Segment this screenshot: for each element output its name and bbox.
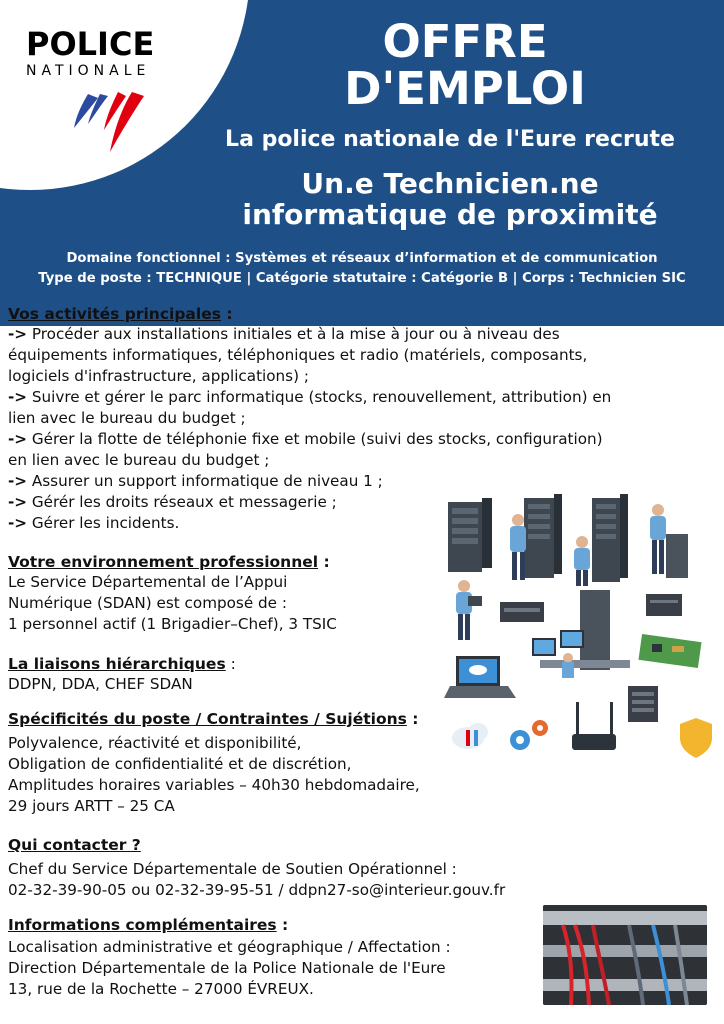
circuit-board-icon bbox=[638, 634, 701, 668]
arrow-marker: -> bbox=[8, 388, 28, 406]
logo-nationale-text: NATIONALE bbox=[26, 63, 151, 79]
specifics-text bbox=[8, 733, 448, 817]
server-rack-icon bbox=[448, 498, 492, 572]
it-technicians-illustration bbox=[440, 490, 724, 770]
cloud-upload-icon bbox=[452, 723, 488, 749]
activity-text: logiciels d'infrastructure, applications) ; bbox=[8, 367, 309, 385]
specifics-line: Amplitudes horaires variables – 40h30 hebdomadaire, bbox=[8, 776, 420, 794]
gears-icon bbox=[510, 720, 548, 750]
wifi-router-icon bbox=[572, 702, 616, 750]
specifics-line: 29 jours ARTT – 25 CA bbox=[8, 797, 175, 815]
hierarchy-section bbox=[8, 654, 438, 695]
activity-text: Gérer la flotte de téléphonie fixe et mobile (suivi des stocks, configuration) bbox=[27, 430, 603, 448]
arrow-marker: -> bbox=[8, 325, 28, 343]
activity-line bbox=[8, 450, 724, 471]
job-title bbox=[190, 168, 710, 230]
technician-icon bbox=[456, 580, 482, 640]
environment-line: Numérique (SDAN) est composé de : bbox=[8, 594, 287, 612]
contact-section bbox=[8, 835, 708, 901]
hierarchy-heading: La liaisons hiérarchiques : bbox=[8, 655, 236, 673]
activity-text: Suivre et gérer le parc informatique (stocks, renouvellement, attribution) en bbox=[27, 388, 612, 406]
info-line: 13, rue de la Rochette – 27000 ÉVREUX. bbox=[8, 980, 314, 998]
info-section bbox=[8, 915, 538, 1000]
environment-line: Le Service Départemental de l’Appui bbox=[8, 573, 288, 591]
hierarchy-text: DDPN, DDA, CHEF SDAN bbox=[8, 675, 193, 693]
shield-icon bbox=[680, 718, 712, 758]
contact-line: Chef du Service Départementale de Soutien Opérationnel : bbox=[8, 860, 457, 878]
post-type-line: Type de poste : TECHNIQUE | Catégorie statutaire : Catégorie B | Corps : Technicien SIC bbox=[38, 271, 686, 286]
activity-line bbox=[8, 387, 724, 408]
router-icon bbox=[646, 594, 682, 616]
info-line: Direction Départementale de la Police Nationale de l'Eure bbox=[8, 959, 446, 977]
contact-heading: Qui contacter ? bbox=[8, 836, 141, 854]
job-title-line1: Un.e Technicien.ne bbox=[301, 167, 599, 200]
activity-line bbox=[8, 324, 724, 345]
environment-line: 1 personnel actif (1 Brigadier–Chef), 3 TSIC bbox=[8, 615, 337, 633]
storage-unit-icon bbox=[628, 686, 658, 722]
activity-line bbox=[8, 345, 724, 366]
activities-heading: Vos activités principales : bbox=[8, 305, 233, 323]
network-cables-photo bbox=[543, 905, 707, 1005]
activity-line bbox=[8, 471, 724, 492]
activity-line bbox=[8, 429, 724, 450]
specifics-line: Obligation de confidentialité et de discrétion, bbox=[8, 755, 352, 773]
server-rack-icon bbox=[592, 494, 628, 582]
arrow-marker: -> bbox=[8, 430, 28, 448]
arrow-marker: -> bbox=[8, 514, 28, 532]
arrow-marker: -> bbox=[8, 493, 28, 511]
network-switch-icon bbox=[500, 602, 544, 622]
title-offre: OFFRE bbox=[382, 15, 548, 68]
job-title-line2: informatique de proximité bbox=[242, 198, 658, 231]
specifics-line: Polyvalence, réactivité et disponibilité, bbox=[8, 734, 302, 752]
arrow-marker: -> bbox=[8, 472, 28, 490]
contact-phone-email[interactable]: 02-32-39-90-05 ou 02-32-39-95-51 / ddpn27-so@interieur.gouv.fr bbox=[8, 881, 506, 899]
workstation-icon bbox=[532, 590, 630, 678]
laptop-icon bbox=[444, 656, 516, 698]
specifics-section bbox=[8, 709, 448, 817]
logo-police-text: POLICE bbox=[26, 25, 155, 63]
activity-text: Assurer un support informatique de niveau 1 ; bbox=[27, 472, 383, 490]
info-text bbox=[8, 937, 538, 1000]
activity-text: Procéder aux installations initiales et à la mise à jour ou à niveau des bbox=[27, 325, 560, 343]
environment-text bbox=[8, 572, 438, 635]
contact-text bbox=[8, 859, 708, 901]
info-heading: Informations complémentaires : bbox=[8, 916, 289, 934]
activity-text: Gérer les incidents. bbox=[27, 514, 180, 532]
police-logo-flag-icon bbox=[70, 90, 150, 156]
activity-text: équipements informatiques, téléphoniques et radio (matériels, composants, bbox=[8, 346, 588, 364]
title-emploi: D'EMPLOI bbox=[344, 62, 586, 115]
activity-text: lien avec le bureau du budget ; bbox=[8, 409, 246, 427]
activity-text: Gérér les droits réseaux et messagerie ; bbox=[27, 493, 337, 511]
domain-line: Domaine fonctionnel : Systèmes et réseaux d’information et de communication bbox=[66, 251, 658, 266]
environment-heading: Votre environnement professionnel : bbox=[8, 553, 330, 571]
technician-icon bbox=[510, 514, 526, 580]
recruit-subtitle: La police nationale de l'Eure recrute bbox=[225, 127, 675, 152]
activity-line bbox=[8, 408, 724, 429]
technician-icon bbox=[650, 504, 688, 578]
activity-line bbox=[8, 366, 724, 387]
header-banner bbox=[0, 0, 724, 326]
technician-icon bbox=[574, 536, 590, 586]
info-line: Localisation administrative et géographique / Affectation : bbox=[8, 938, 451, 956]
network-cables-image bbox=[543, 905, 707, 1005]
activity-text: en lien avec le bureau du budget ; bbox=[8, 451, 270, 469]
server-rack-icon bbox=[524, 494, 562, 578]
police-nationale-logo bbox=[26, 25, 196, 168]
specifics-heading: Spécificités du poste / Contraintes / Sujétions : bbox=[8, 710, 419, 728]
environment-section bbox=[8, 552, 438, 635]
